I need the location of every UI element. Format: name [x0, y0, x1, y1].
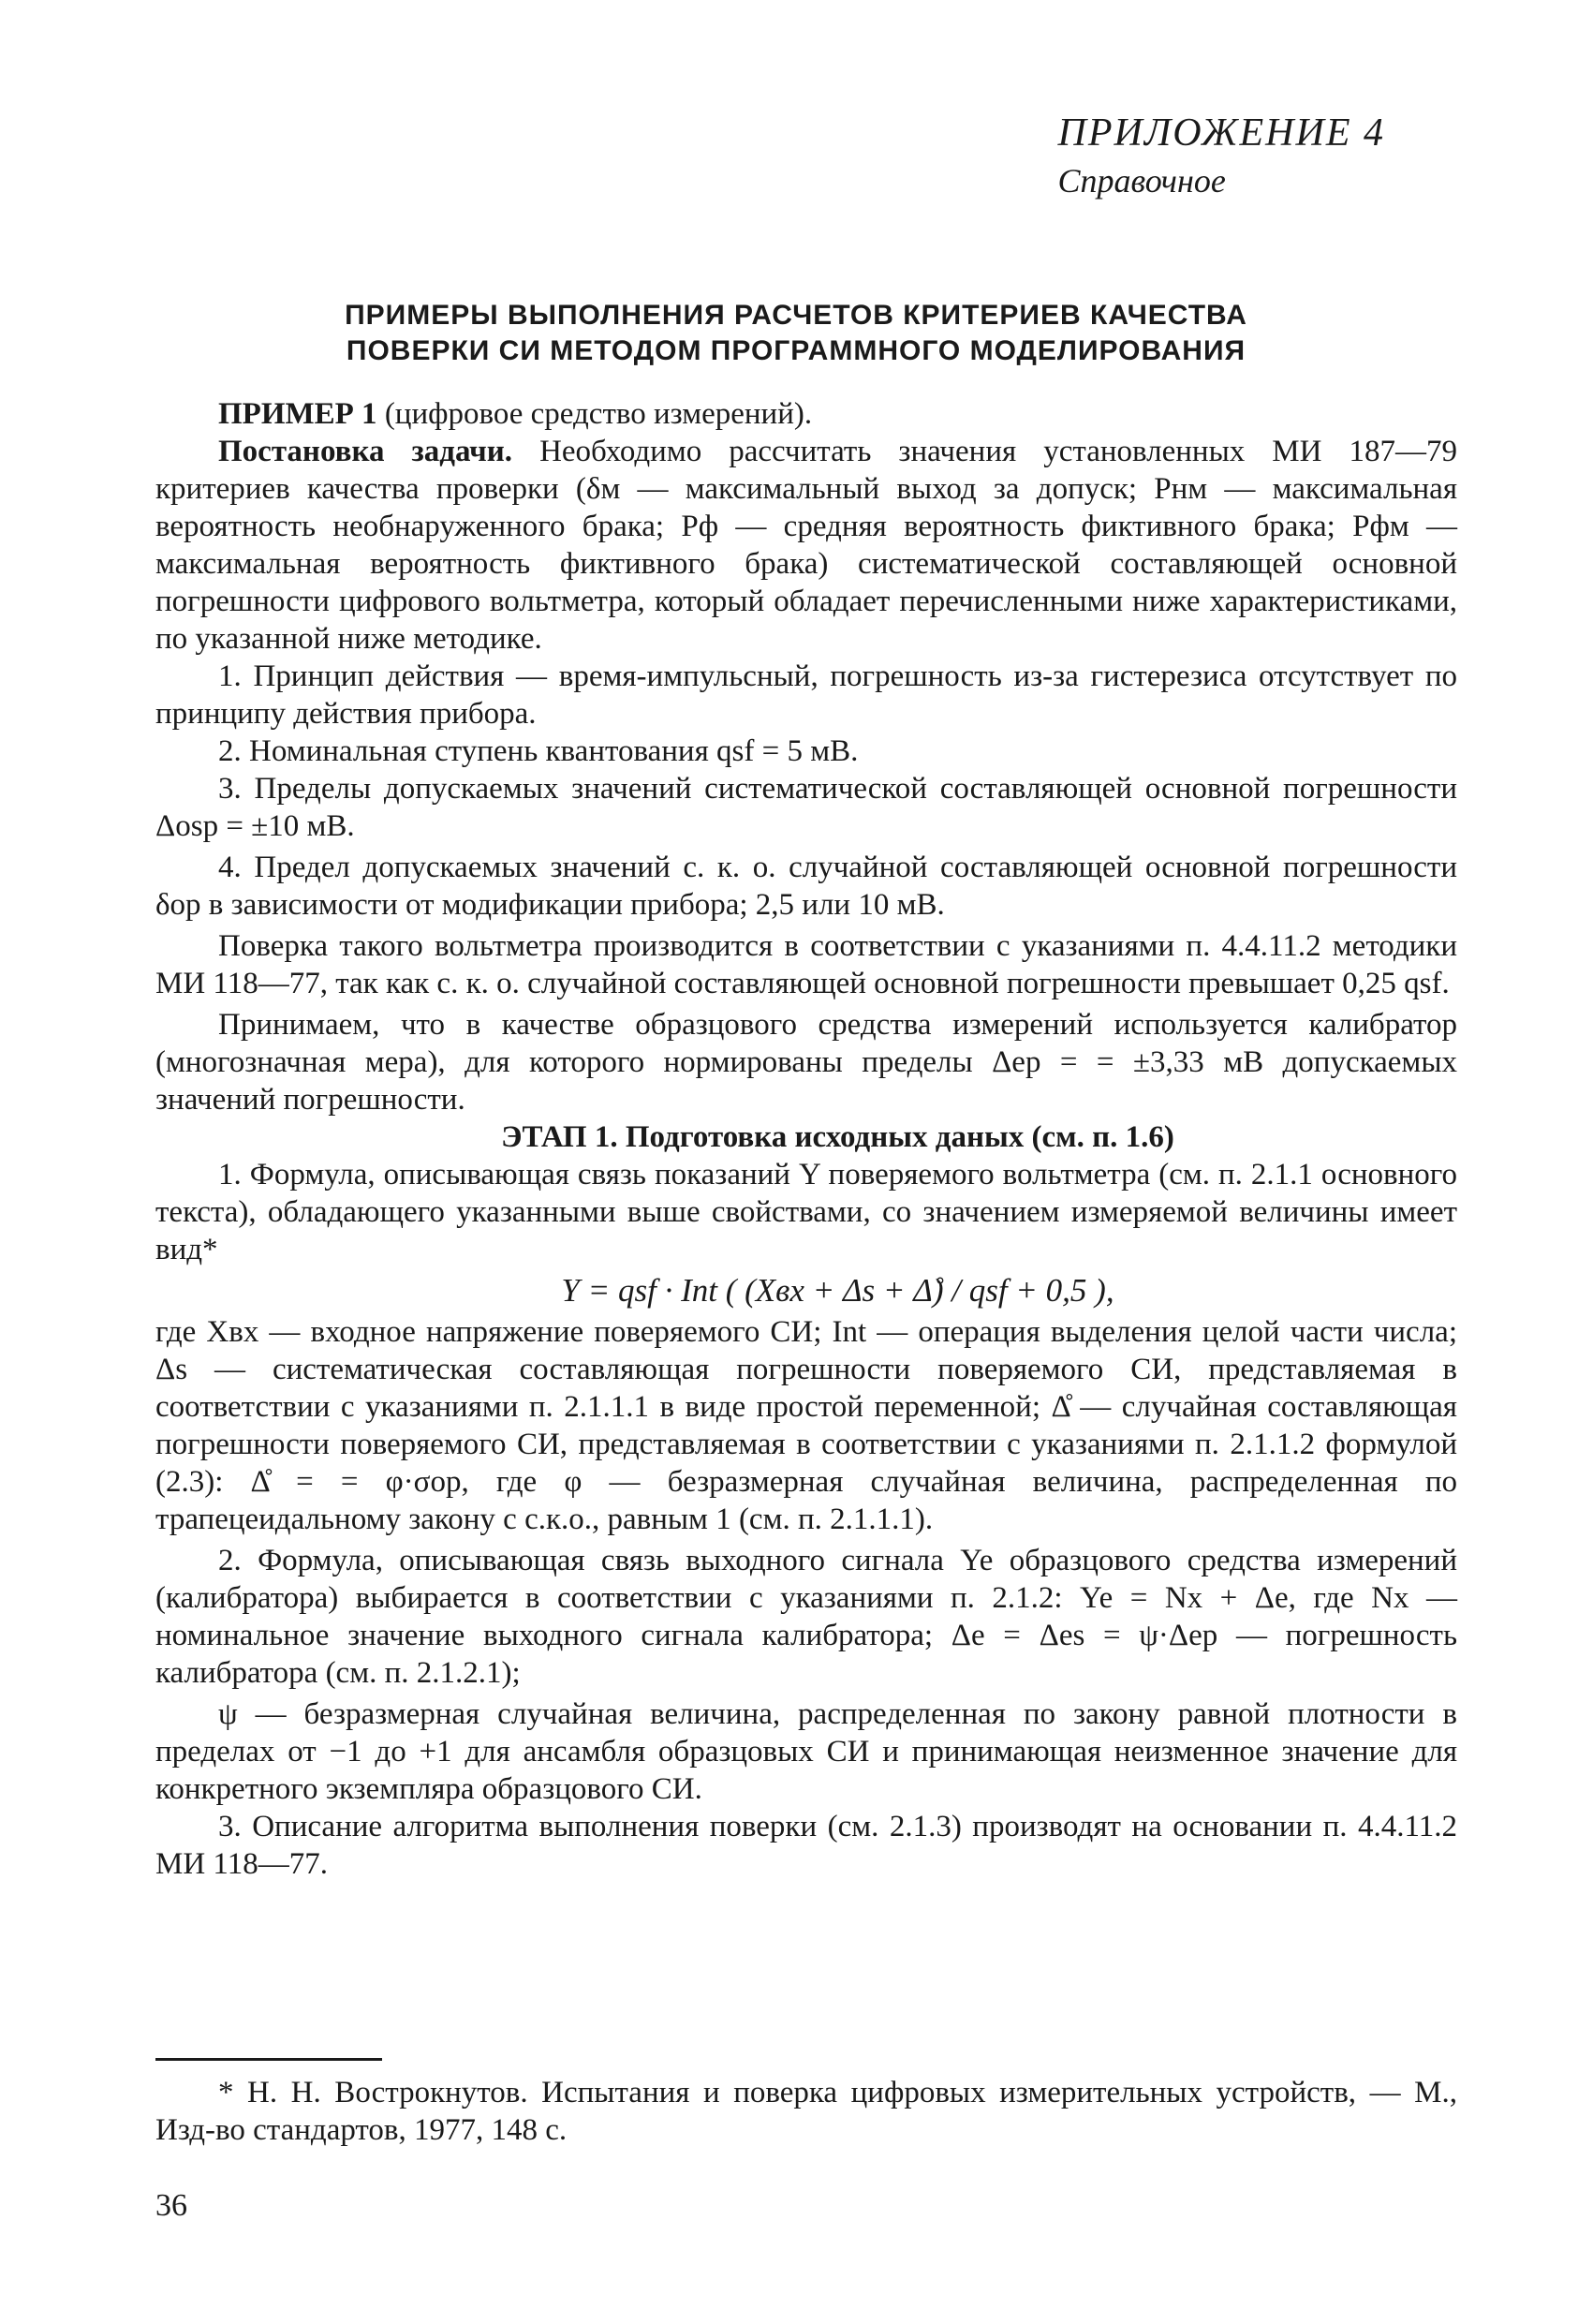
appendix-label	[1058, 111, 1385, 200]
paragraph-calibrator: Принимаем, что в качестве образцового средства измерений используется калибратор (многозначная мера), для которого нормированы пределы Δep = = ±3,33 мВ допускаемых значений погрешности.	[155, 1008, 1457, 1117]
list-item-1: 1. Принцип действия — время-импульсный, погрешность из-за гистерезиса отсутствует по принципу действия прибора.	[155, 659, 1457, 731]
paragraph-verification: Поверка такого вольтметра производится в соответствии с указаниями п. 4.4.11.2 методики МИ 118—77, так как с. к. о. случайной составляющей основной погрешности превышает 0,25 qsf.	[155, 929, 1457, 1000]
stage-item-2: 2. Формула, описывающая связь выходного сигнала Ye образцового средства измерений (калибратора) выбирается в соответствии с указаниями п. 2.1.2: Ye = Nx + Δe, где Nx — номинальное значение выходного сигнала калибратора; Δe = Δes = ψ·Δep — погрешность калибратора (см. п. 2.1.2.1);	[155, 1544, 1457, 1690]
stage-item-2-psi: ψ — безразмерная случайная величина, распределенная по закону равной плотности в пределах от −1 до +1 для ансамбля образцовых СИ и принимающая неизменное значение для конкретного экземпляра образцового СИ.	[155, 1697, 1457, 1806]
list-item-2: 2. Номинальная ступень квантования qsf = 5 мВ.	[218, 734, 859, 768]
problem-label: Постановка задачи.	[218, 435, 513, 468]
stage-title: Подготовка исходных даных (см. п. 1.6)	[625, 1120, 1174, 1154]
footnote: * Н. Н. Вострокнутов. Испытания и поверка цифровых измерительных устройств, — М., Изд-во стандартов, 1977, 148 с.	[155, 2076, 1457, 2147]
problem-text: Необходимо рассчитать значения установленных МИ 187—79 критериев качества проверки (δм — максимальный выход за допуск; Pнм — максимальная вероятность необнаруженного брака; Pф — средняя вероятность фиктивного брака; Pфм — максимальная вероятность фиктивного брака) систематической составляющей основной погрешности цифрового вольтметра, который обладает перечисленными ниже характеристиками, по указанной ниже методике.	[155, 435, 1458, 656]
document-body	[155, 392, 1457, 1883]
list-item-4: 4. Предел допускаемых значений с. к. о. случайной составляющей основной погрешности δop в зависимости от модификации прибора; 2,5 или 10 мВ.	[155, 851, 1457, 922]
formula: Y = qsf · Int ( (Xвх + Δs + Δ̊) / qsf + 0,5 ),	[561, 1272, 1114, 1309]
stage-item-1: 1. Формула, описывающая связь показаний Y поверяемого вольтметра (см. п. 2.1.1 основного текста), обладающего указанными выше свойствами, со значением измеряемой величины имеет вид*	[155, 1158, 1457, 1266]
heading-line-1: ПРИМЕРЫ ВЫПОЛНЕНИЯ РАСЧЕТОВ КРИТЕРИЕВ КАЧЕСТВА	[345, 300, 1247, 331]
problem-paragraph	[155, 433, 1457, 658]
stage-heading	[155, 1118, 1457, 1156]
footnote-divider	[155, 2058, 382, 2061]
list-item-3: 3. Пределы допускаемых значений систематической составляющей основной погрешности Δosp = ±10 мВ.	[155, 772, 1457, 843]
stage-item-3: 3. Описание алгоритма выполнения поверки (см. 2.1.3) производят на основании п. 4.4.11.2 МИ 118—77.	[155, 1810, 1457, 1881]
example-line	[155, 395, 1457, 433]
example-label: ПРИМЕР 1	[218, 397, 377, 431]
appendix-subtitle: Справочное	[1057, 162, 1226, 200]
document-heading	[187, 298, 1405, 369]
heading-line-2: ПОВЕРКИ СИ МЕТОДОМ ПРОГРАММНОГО МОДЕЛИРОВАНИЯ	[346, 335, 1246, 366]
appendix-title: ПРИЛОЖЕНИЕ 4	[1057, 111, 1385, 155]
stage-item-1-where: где Xвх — входное напряжение поверяемого СИ; Int — операция выделения целой части числа; Δs — систематическая составляющая погрешности поверяемого СИ, представляемая в соответствии с указаниями п. 2.1.1.1 в виде простой переменной; Δ̊ — случайная составляющая погрешности поверяемого СИ, представляемая в соответствии с указаниями п. 2.1.1.2 формулой (2.3): Δ̊ = = φ·σop, где φ — безразмерная случайная величина, распределенная по трапецеидальному закону с с.к.о., равным 1 (см. п. 2.1.1.1).	[155, 1315, 1457, 1536]
example-label-rest: (цифровое средство измерений).	[384, 397, 813, 431]
stage-label: ЭТАП 1.	[501, 1120, 618, 1154]
page-number: 36	[155, 2188, 187, 2223]
